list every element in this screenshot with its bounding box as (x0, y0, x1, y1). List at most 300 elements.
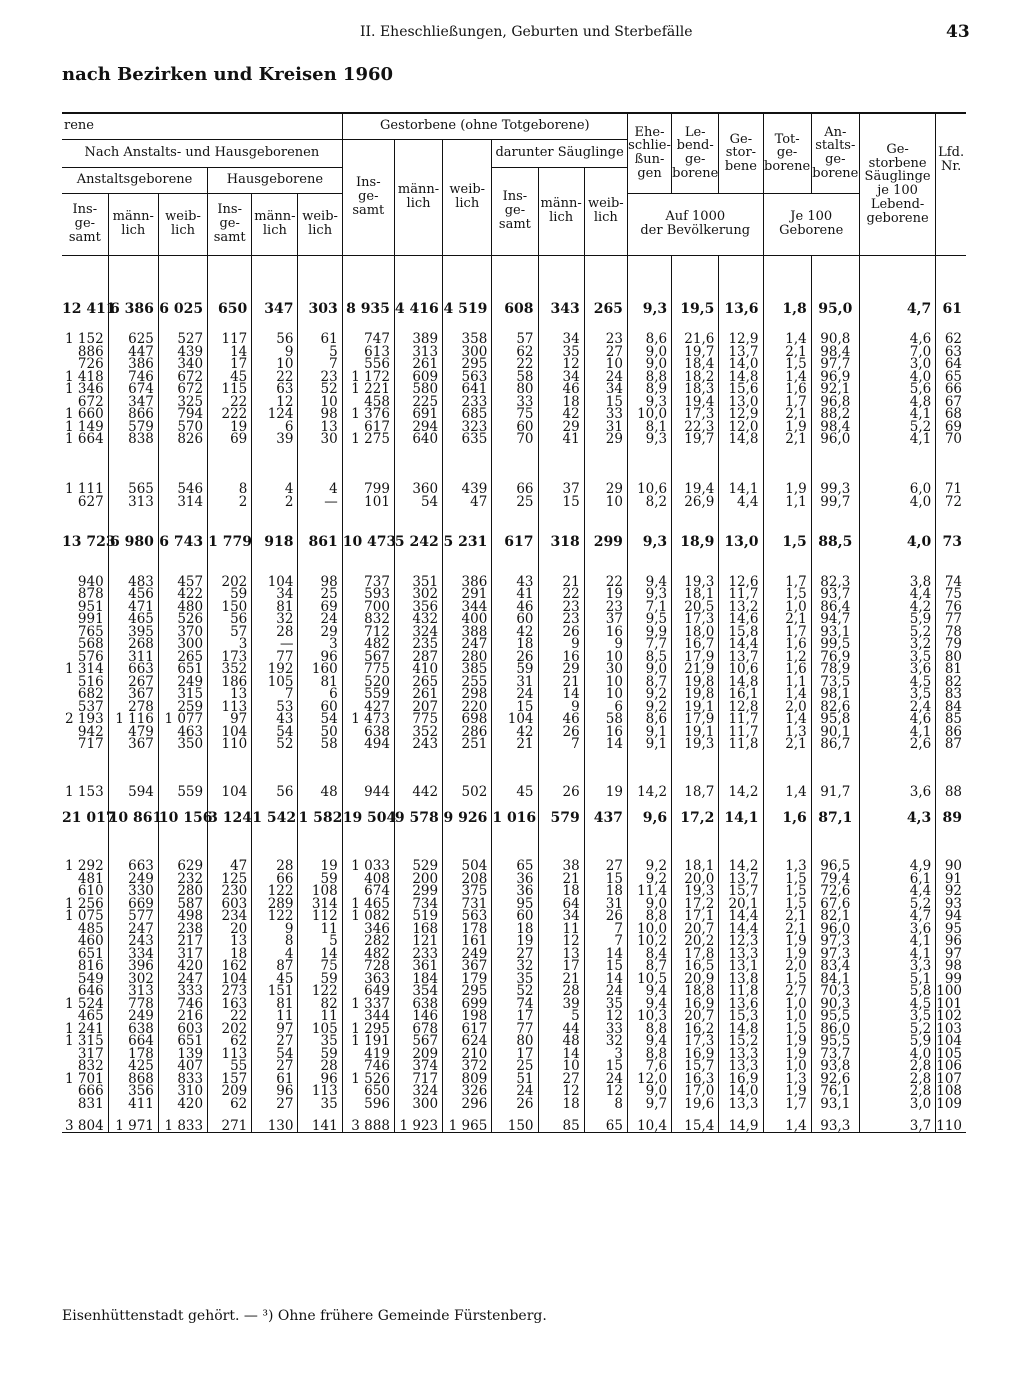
table-cell: 11,8 (719, 985, 763, 998)
table-cell: 6,1 (859, 873, 935, 886)
table-cell: 19,3 (672, 548, 719, 588)
table-cell: 347 (108, 396, 158, 409)
table-cell: 568 (77, 636, 104, 652)
table-cell: 232 (158, 873, 207, 886)
table-cell: 65 (492, 825, 538, 873)
table-cell: 19 504 (342, 799, 394, 825)
table-cell: 5 (538, 1010, 584, 1023)
table-cell: 465 (77, 1008, 104, 1024)
table-cell: 878 (77, 586, 104, 602)
table-cell: 2,1 (763, 923, 811, 936)
table-cell: 17,3 (672, 1035, 719, 1048)
table-cell: 991 (77, 611, 104, 627)
table-cell: 43 (492, 548, 538, 588)
table-cell: 179 (443, 973, 492, 986)
table-cell: 97 (208, 713, 252, 726)
table-cell: 317 (77, 1045, 104, 1062)
table-cell: 14,4 (719, 638, 763, 651)
table-cell: 8,7 (627, 676, 671, 689)
table-cell: 9,7 (627, 1098, 671, 1111)
table-cell: 669 (108, 898, 158, 911)
table-cell: 563 (443, 910, 492, 923)
table-cell: 52 (492, 985, 538, 998)
table-cell: 222 (208, 408, 252, 421)
table-cell: 747 (342, 316, 394, 346)
table-cell: 21,6 (672, 316, 719, 346)
table-cell: 278 (108, 701, 158, 714)
table-cell: 9,0 (627, 663, 671, 676)
table-cell: 9,4 (627, 998, 671, 1011)
table-cell: 529 (394, 825, 442, 873)
table-cell: 27 (584, 825, 627, 873)
table-cell: 10,6 (719, 663, 763, 676)
table-cell: 1 111 (65, 481, 104, 497)
table-cell: 11,4 (627, 885, 671, 898)
table-cell: 1 473 (342, 713, 394, 726)
table-cell: 299 (584, 508, 627, 548)
table-row (62, 496, 966, 509)
table-cell: 3 888 (342, 1110, 394, 1133)
table-cell: 6 743 (158, 508, 207, 548)
table-cell: 46 (538, 713, 584, 726)
table-cell: 255 (443, 676, 492, 689)
table-cell: 746 (158, 998, 207, 1011)
table-cell: 1 153 (65, 784, 104, 800)
table-cell: 13,3 (719, 948, 763, 961)
table-cell: 251 (443, 738, 492, 751)
table-cell: 72,6 (811, 885, 859, 898)
table-cell: 20,1 (719, 898, 763, 911)
table-cell: 19 (208, 421, 252, 434)
table-cell: 25 (298, 588, 342, 601)
table-cell: 84 (936, 701, 966, 714)
table-cell: 19 (492, 935, 538, 948)
table-cell: 1,5 (763, 885, 811, 898)
header-hg-weiblich: weib- lich (298, 193, 342, 255)
table-cell: 1 337 (342, 998, 394, 1011)
table-cell: 19,3 (672, 885, 719, 898)
table-cell: 113 (298, 1085, 342, 1098)
table-cell: 70 (936, 433, 966, 446)
table-cell: 15 (584, 873, 627, 886)
page-number: 43 (946, 22, 970, 42)
table-cell: 64 (936, 358, 966, 371)
table-cell: 15,2 (719, 1035, 763, 1048)
table-cell: 565 (108, 446, 158, 496)
table-cell: 90,3 (811, 998, 859, 1011)
table-cell: 700 (342, 601, 394, 614)
table-cell: 130 (252, 1110, 298, 1133)
table-cell: 27 (538, 1073, 584, 1086)
table-cell: 1 033 (342, 825, 394, 873)
table-cell: 9,0 (627, 346, 671, 359)
table-cell: 34 (584, 383, 627, 396)
table-cell: 9,4 (627, 985, 671, 998)
table-cell: 37 (538, 446, 584, 496)
table-cell: 4,1 (859, 433, 935, 446)
table-cell: 12 (252, 396, 298, 409)
table-cell: 826 (158, 433, 207, 446)
table-cell: 9,0 (627, 358, 671, 371)
table-cell: 31 (584, 898, 627, 911)
header-darunter-saeuglinge: darunter Säuglinge (492, 139, 628, 167)
table-cell: 9,2 (627, 688, 671, 701)
table-cell: 29 (298, 626, 342, 639)
table-cell: 2,4 (859, 701, 935, 714)
table-cell: 10,6 (627, 446, 671, 496)
table-cell: 407 (158, 1060, 207, 1073)
table-cell: 54 (394, 496, 442, 509)
table-cell: 36 (492, 885, 538, 898)
table-cell: 86,7 (811, 738, 859, 751)
table-cell: 98,1 (811, 688, 859, 701)
table-cell: 243 (108, 935, 158, 948)
table-cell: 482 (342, 948, 394, 961)
table-cell: 21,9 (672, 663, 719, 676)
table-cell: 72 (936, 496, 966, 509)
header-anstaltsgeborene-pct: An- stalts- ge- borene (811, 113, 859, 193)
table-cell: 12 (538, 358, 584, 371)
header-gestorbene-group: Gestorbene (ohne Totgeborene) (342, 113, 627, 139)
table-cell: 2 193 (65, 711, 104, 727)
table-cell: 351 (394, 548, 442, 588)
table-cell: 16 (584, 626, 627, 639)
table-cell: 10 473 (342, 508, 394, 548)
table-cell: 26 (584, 910, 627, 923)
table-cell: 300 (394, 1098, 442, 1111)
table-cell: 13,3 (719, 1048, 763, 1061)
table-cell: 519 (394, 910, 442, 923)
page-title: nach Bezirken und Kreisen 1960 (62, 64, 394, 85)
table-cell: 99,3 (811, 446, 859, 496)
table-cell: 11,8 (719, 738, 763, 751)
table-cell: 432 (394, 613, 442, 626)
table-cell: 117 (208, 316, 252, 346)
table-cell: 295 (443, 358, 492, 371)
header-auf1000: Auf 1000 der Bevölkerung (627, 193, 763, 255)
table-cell: 1 418 (65, 368, 104, 385)
table-cell: 576 (77, 648, 104, 665)
table-cell: 92,6 (811, 1073, 859, 1086)
table-cell: 410 (394, 663, 442, 676)
table-cell: 16,9 (672, 998, 719, 1011)
table-cell: 17,2 (672, 898, 719, 911)
table-cell: 12 (584, 1010, 627, 1023)
table-cell: 5,2 (859, 421, 935, 434)
table-cell: 832 (342, 613, 394, 626)
table-cell: 28 (298, 1060, 342, 1073)
table-cell: 161 (443, 935, 492, 948)
table-cell: 482 (342, 638, 394, 651)
table-cell: 3,7 (859, 1110, 935, 1133)
table-cell: 225 (394, 396, 442, 409)
table-cell: 76 (936, 601, 966, 614)
table-cell: 9,1 (627, 738, 671, 751)
table-cell: 66 (492, 446, 538, 496)
table-cell: 481 (77, 870, 104, 887)
table-cell: 16,9 (719, 1073, 763, 1086)
table-cell: 1 149 (65, 418, 104, 435)
table-cell: — (298, 496, 342, 509)
table-cell: 75 (936, 588, 966, 601)
table-cell: 73,5 (811, 676, 859, 689)
table-cell: 54 (252, 726, 298, 739)
table-cell: 9 (252, 346, 298, 359)
table-cell: 1 526 (342, 1073, 394, 1086)
table-cell: 15,3 (719, 1010, 763, 1023)
table-cell: 10 (298, 396, 342, 409)
table-cell: 9,6 (627, 799, 671, 825)
table-cell: 44 (538, 1023, 584, 1036)
table-cell: 13,3 (719, 1060, 763, 1073)
table-cell: 9,4 (627, 1035, 671, 1048)
table-cell: 74 (936, 548, 966, 588)
table-cell: 4,4 (719, 496, 763, 509)
table-cell: 20,5 (672, 601, 719, 614)
table-cell: 310 (158, 1085, 207, 1098)
table-cell: 352 (394, 726, 442, 739)
table-cell: 16,7 (672, 638, 719, 651)
table-cell: 1,4 (763, 371, 811, 384)
header-lfd-nr: Lfd. Nr. (936, 113, 966, 255)
table-cell: 638 (394, 998, 442, 1011)
table-cell: 21 (538, 873, 584, 886)
table-cell: 95,5 (811, 1035, 859, 1048)
table-cell: 81 (252, 998, 298, 1011)
table-cell: 4,6 (859, 713, 935, 726)
table-cell: 646 (77, 983, 104, 999)
table-cell: 18,9 (672, 508, 719, 548)
table-cell: 12,9 (719, 408, 763, 421)
table-cell: 25 (492, 1060, 538, 1073)
header-rene: rene (62, 113, 342, 139)
table-cell: 8,8 (627, 910, 671, 923)
table-cell: 340 (158, 358, 207, 371)
table-cell: 16,3 (672, 1073, 719, 1086)
table-cell: 12 (584, 1085, 627, 1098)
table-cell: 45 (208, 371, 252, 384)
table-cell: 8,8 (627, 1023, 671, 1036)
table-cell: 47 (208, 825, 252, 873)
table-cell: 1 152 (65, 331, 104, 347)
table-cell: 43 (252, 713, 298, 726)
table-cell: 4,0 (859, 496, 935, 509)
header-gest-weiblich: weib- lich (443, 139, 492, 255)
table-cell: 388 (443, 626, 492, 639)
table-cell: 98 (298, 548, 342, 588)
table-cell: 4 (252, 446, 298, 496)
table-cell: 261 (394, 688, 442, 701)
table-cell: 113 (208, 1048, 252, 1061)
table-cell: 10 (538, 1060, 584, 1073)
table-cell: 350 (158, 738, 207, 751)
table-cell: 233 (394, 948, 442, 961)
table-cell: 90 (936, 825, 966, 873)
table-cell: 4,1 (859, 935, 935, 948)
table-cell: 15 (492, 701, 538, 714)
table-cell: 666 (77, 1083, 104, 1099)
table-cell: 141 (298, 1110, 342, 1133)
table-cell: 69 (936, 421, 966, 434)
table-cell: 19,7 (672, 433, 719, 446)
table-cell: 311 (108, 651, 158, 664)
table-cell: 21 017 (62, 810, 116, 826)
table-cell: 75 (298, 960, 342, 973)
table-cell: 32 (252, 613, 298, 626)
table-cell: 504 (443, 825, 492, 873)
table-cell: 78 (936, 626, 966, 639)
table-cell: 35 (538, 346, 584, 359)
table-cell: 1,9 (763, 935, 811, 948)
table-cell: 18 (538, 1098, 584, 1111)
table-cell: 324 (394, 626, 442, 639)
table-cell: 35 (298, 1098, 342, 1111)
table-cell: 54 (252, 1048, 298, 1061)
table-cell: 15 (584, 396, 627, 409)
table-cell: 334 (108, 948, 158, 961)
table-cell: 940 (77, 573, 104, 590)
table-cell: 31 (492, 676, 538, 689)
table-cell: 14 (538, 688, 584, 701)
table-cell: 102 (936, 1010, 966, 1023)
table-cell: 456 (108, 588, 158, 601)
table-cell: 8 935 (342, 255, 394, 316)
table-cell: 485 (77, 920, 104, 937)
table-cell: 1,5 (763, 508, 811, 548)
table-cell: 16 (538, 651, 584, 664)
table-cell: 613 (342, 346, 394, 359)
table-cell: 502 (443, 751, 492, 799)
table-cell: 5 231 (443, 508, 492, 548)
table-cell: 627 (77, 493, 104, 510)
table-cell: 1,3 (763, 726, 811, 739)
table-cell: 2,6 (859, 738, 935, 751)
table-cell: 9 (538, 701, 584, 714)
table-cell: 42 (538, 408, 584, 421)
table-cell: 74 (492, 998, 538, 1011)
table-cell: 150 (208, 601, 252, 614)
table-cell: 13,2 (719, 601, 763, 614)
table-cell: 151 (252, 985, 298, 998)
table-cell: 10,2 (627, 935, 671, 948)
table-cell: 712 (342, 626, 394, 639)
table-cell: 354 (394, 985, 442, 998)
table-cell: 1 582 (298, 799, 342, 825)
table-cell: 1,5 (763, 873, 811, 886)
table-cell: 9,0 (627, 898, 671, 911)
table-cell: 546 (158, 446, 207, 496)
table-cell: 83,4 (811, 960, 859, 973)
table-cell: 324 (394, 1085, 442, 1098)
table-cell: 2,8 (859, 1060, 935, 1073)
table-cell: 5,9 (859, 613, 935, 626)
table-cell: 11 (298, 1010, 342, 1023)
table-cell: 104 (936, 1035, 966, 1048)
table-cell: 21 (492, 738, 538, 751)
table-cell: 21 (538, 548, 584, 588)
table-cell: 73,7 (811, 1048, 859, 1061)
table-cell: 77 (252, 651, 298, 664)
table-cell: 36 (492, 873, 538, 886)
table-cell: 14 (584, 973, 627, 986)
table-cell: 520 (342, 676, 394, 689)
table-cell: 346 (342, 923, 394, 936)
table-cell: 838 (108, 433, 158, 446)
table-cell: 610 (77, 883, 104, 899)
table-cell: 46 (538, 383, 584, 396)
table-cell: 58 (584, 713, 627, 726)
footnote: Eisenhüttenstadt gehört. — ³) Ohne frühere Gemeinde Fürstenberg. (62, 1308, 547, 1324)
statistics-table (62, 112, 966, 1133)
table-cell: 13,7 (719, 873, 763, 886)
table-cell: 97,7 (811, 358, 859, 371)
table-cell: 9,2 (627, 701, 671, 714)
table-cell: 18,1 (672, 825, 719, 873)
table-cell: 526 (158, 613, 207, 626)
table-cell: 113 (208, 701, 252, 714)
table-cell: 425 (108, 1060, 158, 1073)
table-cell: 918 (252, 508, 298, 548)
table-cell: 570 (158, 421, 207, 434)
table-cell: 3,2 (859, 638, 935, 651)
table-cell: 1 295 (342, 1023, 394, 1036)
table-cell: 19,3 (672, 738, 719, 751)
table-cell: 13,0 (719, 396, 763, 409)
table-cell: 360 (394, 446, 442, 496)
table-cell: 8 (252, 935, 298, 948)
table-cell: 280 (443, 651, 492, 664)
table-cell: 265 (158, 651, 207, 664)
table-cell: 942 (77, 723, 104, 740)
table-cell: 79,4 (811, 873, 859, 886)
table-cell: 13,0 (719, 508, 763, 548)
table-cell: 556 (342, 358, 394, 371)
table-cell: 14,2 (719, 751, 763, 799)
table-cell: 1 965 (443, 1110, 492, 1133)
table-cell: 294 (394, 421, 442, 434)
table-cell: 124 (252, 408, 298, 421)
table-cell: 6 (298, 688, 342, 701)
header-anstaltsgeborene: Anstaltsgeborene (62, 167, 208, 193)
table-cell: 265 (584, 255, 627, 316)
table-cell: 778 (108, 998, 158, 1011)
table-cell: 8,4 (627, 948, 671, 961)
header-saeuglinge-je100: Ge- storbene Säuglinge je 100 Lebend- geborene (859, 113, 935, 255)
table-cell: 173 (208, 651, 252, 664)
table-cell: 202 (208, 548, 252, 588)
table-cell: 52 (252, 738, 298, 751)
table-cell: 408 (342, 873, 394, 886)
table-cell: 9 (252, 923, 298, 936)
table-cell: 35 (492, 973, 538, 986)
table-cell: 287 (394, 651, 442, 664)
table-cell: 76,1 (811, 1085, 859, 1098)
table-cell: 234 (208, 910, 252, 923)
table-cell: 313 (394, 346, 442, 359)
table-cell: 60 (298, 701, 342, 714)
table-cell: 122 (252, 910, 298, 923)
table-cell: 5 (298, 935, 342, 948)
table-cell: 580 (394, 383, 442, 396)
table-cell: 567 (342, 651, 394, 664)
table-cell: 51 (492, 1073, 538, 1086)
table-cell: 15 (584, 960, 627, 973)
table-cell: 1 314 (65, 661, 104, 677)
table-cell: 672 (77, 393, 104, 410)
table-cell: 178 (108, 1048, 158, 1061)
table-cell: 479 (108, 726, 158, 739)
table-cell: 101 (936, 998, 966, 1011)
